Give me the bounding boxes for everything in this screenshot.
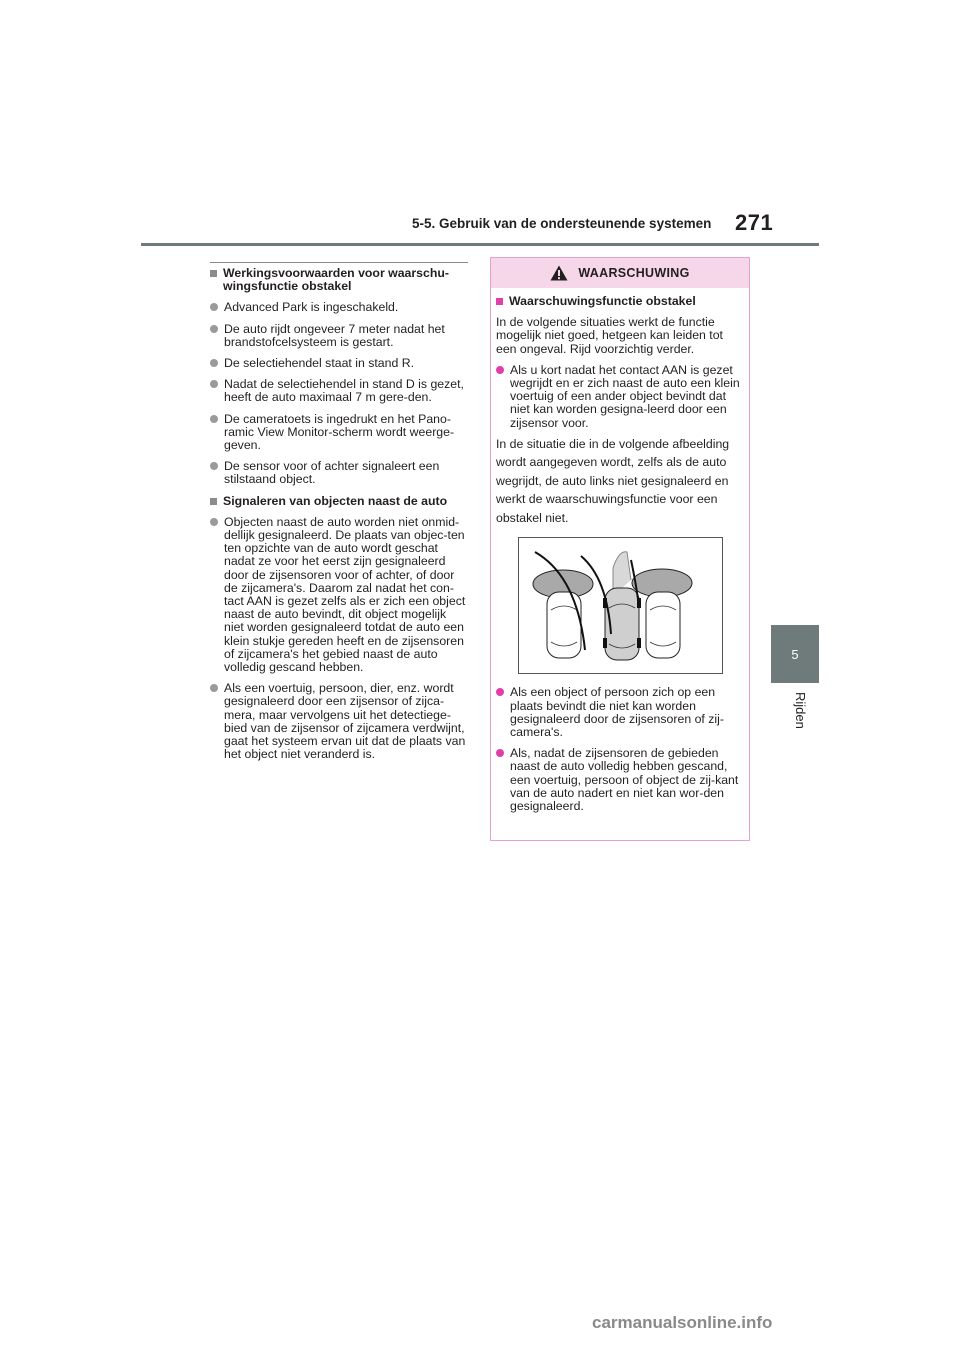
section-heading: Signaleren van objecten naast de auto <box>210 495 468 508</box>
chapter-number: 5 <box>791 646 799 662</box>
list-item: Objecten naast de auto worden niet onmid-dellijk gesignaleerd. De plaats van objec-ten ten opzichte van de auto wordt geschat nadat ze voor het eerst zijn gesignaleerd door de zijsensoren voor of achter, of door de zijcamera's. Daarom zal nadat het con-tact AAN is gezet zelfs als er zich een object naast de auto bevindt, dit object mogelijk niet worden gesignaleerd totdat de auto een klein stukje gereden heeft en de zijsensoren of zijcamera's het gebied naast de auto volledig gescand hebben. <box>210 516 468 674</box>
list-item: Nadat de selectiehendel in stand D is gezet, heeft de auto maximaal 7 m gere-den. <box>210 378 468 404</box>
warning-heading: Waarschuwingsfunctie obstakel <box>496 295 743 308</box>
round-bullet-icon <box>496 749 504 757</box>
warning-body <box>491 288 749 813</box>
section-divider <box>210 262 468 263</box>
square-bullet-icon <box>210 270 217 277</box>
square-bullet-icon <box>210 498 217 505</box>
watermark: carmanualsonline.info <box>592 1313 773 1332</box>
section-heading: Werkingsvoorwaarden voor waarschu-wingsfunctie obstakel <box>210 267 468 293</box>
list-item: De auto rijdt ongeveer 7 meter nadat het brandstofcelsysteem is gestart. <box>210 323 468 349</box>
parking-diagram-image <box>519 538 722 673</box>
round-bullet-icon <box>210 380 218 388</box>
list-item: Als een voertuig, persoon, dier, enz. wordt gesignaleerd door een zijsensor of zijca-mera, maar vervolgens uit het detectiege-bied van de zijsensor of zijcamera verdwijnt, gaat het systeem ervan uit dat de plaats van het object niet veranderd is. <box>210 682 468 761</box>
list-item: De sensor voor of achter signaleert een stilstaand object. <box>210 460 468 486</box>
list-item: De selectiehendel staat in stand R. <box>210 357 468 370</box>
list-item: Als u kort nadat het contact AAN is gezet wegrijdt en er zich naast de auto een klein voertuig of een ander object bevindt dat niet kan worden gesigna-leerd door een zijsensor voor. <box>496 364 743 430</box>
page-number: 271 <box>735 210 774 235</box>
round-bullet-icon <box>210 303 218 311</box>
chapter-label: Rijden <box>793 692 808 729</box>
round-bullet-icon <box>496 366 504 374</box>
warning-triangle-icon <box>550 265 568 281</box>
parking-illustration <box>518 537 723 674</box>
round-bullet-icon <box>210 415 218 423</box>
warning-intro: In de volgende situaties werkt de functie mogelijk niet goed, hetgeen kan leiden tot een ongeval. Rijd voorzichtig verder. <box>496 315 723 356</box>
list-item: Als, nadat de zijsensoren de gebieden naast de auto volledig hebben gescand, een voertuig, persoon of object de zij-kant van de auto nadert en niet kan wor-den gesignaleerd. <box>496 747 743 813</box>
round-bullet-icon <box>210 462 218 470</box>
section-title: 5-5. Gebruik van de ondersteunende systemen <box>412 216 712 231</box>
round-bullet-icon <box>210 684 218 692</box>
warning-title: WAARSCHUWING <box>578 266 690 280</box>
round-bullet-icon <box>210 325 218 333</box>
square-bullet-icon <box>496 298 503 305</box>
chapter-tab <box>771 625 819 683</box>
list-item: Als een object of persoon zich op een plaats bevindt die niet kan worden gesignaleerd door de zijsensoren of zij-camera's. <box>496 686 743 739</box>
left-column <box>210 262 468 770</box>
header-rule <box>141 243 819 246</box>
round-bullet-icon <box>210 359 218 367</box>
round-bullet-icon <box>496 688 504 696</box>
warning-box <box>490 257 750 841</box>
round-bullet-icon <box>210 518 218 526</box>
warning-paragraph: In de situatie die in de volgende afbeelding wordt aangegeven wordt, zelfs als de auto wegrijdt, de auto links niet gesignaleerd en werkt de waarschuwingsfunctie voor een obstakel niet. <box>496 436 730 525</box>
list-item: De cameratoets is ingedrukt en het Pano-ramic View Monitor-scherm wordt weerge-geven. <box>210 413 468 453</box>
warning-header <box>491 258 749 288</box>
list-item: Advanced Park is ingeschakeld. <box>210 301 468 314</box>
